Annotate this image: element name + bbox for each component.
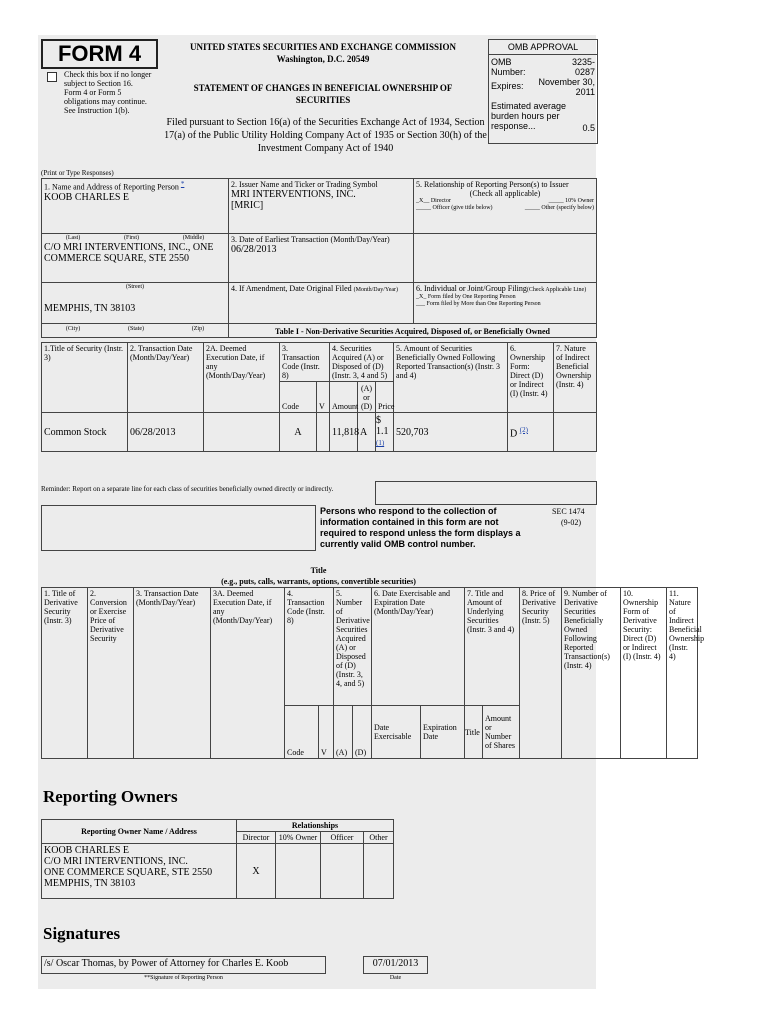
issuer-cell [229, 179, 414, 234]
t1-h2a: 2A. Deemed Execution Date, if any (Month/Day/Year) [204, 343, 280, 413]
t2-date-ex: Date Exercisable [372, 706, 421, 759]
amendment-sub: (Month/Day/Year) [353, 287, 399, 293]
reporting-person-cell [42, 179, 229, 234]
t1-h7: 7. Nature of Indirect Beneficial Ownership (Instr. 4) [554, 343, 597, 413]
omb-expires-value: November 30, 2011 [538, 77, 595, 97]
t2-h6: 6. Date Exercisable and Expiration Date (Month/Day/Year) [372, 588, 465, 706]
t1-row-date: 06/28/2013 [128, 413, 204, 452]
owners-row-addr3: MEMPHIS, TN 38103 [44, 878, 136, 889]
table1-title: Table I - Non-Derivative Securities Acquired, Disposed of, or Beneficially Owned [229, 324, 597, 338]
t2-h2: 2. Conversion or Exercise Price of Derivative Security [88, 588, 134, 759]
owners-row-other [364, 844, 394, 899]
zip-label: (Zip) [191, 326, 205, 332]
t2-a: (A) [334, 706, 353, 759]
signer-name: /s/ Oscar Thomas, by Power of Attorney for Charles E. Koob [42, 957, 326, 974]
sec-code: SEC 1474 [552, 507, 585, 516]
t2-h5: 5. Number of Derivative Securities Acquired (A) or Disposed of (D) (Instr. 3, 4, and 5) [334, 588, 372, 706]
reporting-address-cell [42, 234, 229, 283]
middle-label: (Middle) [182, 235, 205, 241]
persons-notice: Persons who respond to the collection of information contained in this form are not required to respond unless the form displays a currently valid OMB control number. [320, 506, 521, 549]
owners-row-name: KOOB CHARLES E [44, 845, 130, 856]
omb-title: OMB APPROVAL [489, 40, 597, 55]
t2-h10: 10. Ownership Form of Derivative Security: Direct (D) or Indirect (I) (Instr. 4) [621, 588, 667, 759]
t2-h9: 9. Number of Derivative Securities Beneficially Owned Following Reported Transaction(s) (Instr. 4) [562, 588, 621, 759]
reminder-text: Reminder: Report on a separate line for each class of securities beneficially owned directly or indirectly. [41, 485, 334, 493]
reminder-box [375, 481, 597, 505]
form-title: FORM 4 [41, 39, 158, 69]
reporting-person-footnote-link[interactable]: * [180, 180, 185, 188]
date-label: Date [364, 974, 428, 984]
signature-date: 07/01/2013 [364, 957, 428, 974]
table-row [42, 844, 394, 899]
t1-code: Code [280, 382, 317, 413]
owners-row-officer [321, 844, 364, 899]
t1-row-title: Common Stock [42, 413, 128, 452]
earliest-date-label: 3. Date of Earliest Transaction (Month/Day/Year) [231, 235, 390, 244]
t2-d: (D) [353, 706, 372, 759]
t2-h11: 11. Nature of Indirect Beneficial Ownership (Instr. 4) [667, 588, 698, 759]
t1-row-price: $ 1.1 [376, 415, 389, 437]
sig-spacer-2 [326, 974, 364, 984]
no-longer-subject-checkbox[interactable] [47, 72, 57, 82]
omb-number-row [489, 55, 597, 75]
issuer-ticker: [MRIC] [231, 200, 264, 211]
t1-row-deemed [204, 413, 280, 452]
relationship-label: 5. Relationship of Reporting Person(s) to Issuer [416, 180, 569, 189]
owners-officer: Officer [321, 832, 364, 844]
t1-row-owned: 520,703 [394, 413, 508, 452]
filing-sub: (Check Applicable Line) [526, 287, 587, 293]
t1-h1: 1.Title of Security (Instr. 3) [42, 343, 128, 413]
filing-cell [414, 283, 597, 324]
left-notice-box [41, 505, 316, 551]
first-label: (First) [124, 235, 139, 241]
t2-code: Code [285, 706, 319, 759]
omb-burden-row [489, 99, 597, 133]
signature-label: **Signature of Reporting Person [42, 974, 326, 984]
reporting-person-name: KOOB CHARLES E [44, 191, 130, 203]
t2-title: Title [465, 706, 483, 759]
amendment-cell [229, 283, 414, 324]
print-type-note: (Print or Type Responses) [41, 169, 114, 177]
issuer-label: 2. Issuer Name and Ticker or Trading Symbol [231, 180, 378, 189]
table2-title: Title [310, 566, 327, 575]
omb-burden-label: Estimated average burden hours per response... [491, 101, 567, 131]
relationship-officer: _____ Officer (give title below) [416, 205, 493, 211]
earliest-date-value: 06/28/2013 [231, 244, 277, 255]
reporting-info-grid [41, 178, 597, 338]
table-2 [41, 587, 705, 759]
relationship-10-owner: _____ 10% Owner [548, 198, 594, 204]
t1-h3: 3. Transaction Code (Instr. 8) [280, 343, 330, 382]
t1-form-footnote-link[interactable]: (2) [519, 425, 528, 434]
table-1 [41, 342, 597, 452]
t2-h8: 8. Price of Derivative Security (Instr. 5) [520, 588, 562, 759]
t2-v: V [319, 706, 334, 759]
t2-amount-shares: Amount or Number of Shares [483, 706, 520, 759]
t2-h3a: 3A. Deemed Execution Date, if any (Month/Day/Year) [211, 588, 285, 759]
t2-h4: 4. Transaction Code (Instr. 8) [285, 588, 334, 706]
t2-h1: 1. Title of Derivative Security (Instr. 3) [42, 588, 88, 759]
t1-row-price-cell [376, 413, 394, 452]
street-label: (Street) [126, 284, 144, 290]
t1-aord: (A) or (D) [358, 382, 376, 413]
owners-other: Other [364, 832, 394, 844]
reporting-owners-table [41, 819, 394, 899]
agency-address: Washington, D.C. 20549 [276, 54, 370, 64]
owners-relationships: Relationships [237, 820, 394, 832]
t1-h5: 5. Amount of Securities Beneficially Owned Following Reported Transaction(s) (Instr. 3 and 4) [394, 343, 508, 413]
owners-director: Director [237, 832, 276, 844]
city-state-zip-cell [42, 324, 229, 338]
t2-exp: Expiration Date [421, 706, 465, 759]
filing-one: _X_ Form filed by One Reporting Person [416, 294, 516, 300]
owners-row-director: X [237, 844, 276, 899]
owners-row-addr1: C/O MRI INTERVENTIONS, INC. [44, 856, 188, 867]
omb-approval-box [488, 39, 598, 144]
filing-label: 6. Individual or Joint/Group Filing [416, 284, 527, 293]
omb-number-label: OMB Number: [491, 57, 526, 77]
owners-10-owner: 10% Owner [276, 832, 321, 844]
relationship-cell [414, 179, 597, 234]
t1-v: V [317, 382, 330, 413]
reporting-address: C/O MRI INTERVENTIONS, INC., ONE COMMERCE SQUARE, STE 2550 [44, 242, 214, 264]
sig-spacer [326, 957, 364, 974]
state-label: (State) [127, 326, 144, 332]
omb-expires-label: Expires: [491, 81, 524, 91]
empty-cell [414, 234, 597, 283]
table2-subtitle: (e.g., puts, calls, warrants, options, convertible securities) [221, 577, 416, 586]
agency-name: UNITED STATES SECURITIES AND EXCHANGE COMMISSION [190, 42, 456, 52]
signatures-heading: Signatures [43, 924, 121, 943]
amendment-label: 4. If Amendment, Date Original Filed [231, 284, 352, 293]
form-page [38, 35, 705, 989]
owners-col-name: Reporting Owner Name / Address [42, 820, 237, 844]
owners-row-addr2: ONE COMMERCE SQUARE, STE 2550 [44, 867, 213, 878]
owners-row-name-cell [42, 844, 237, 899]
t1-row-form: D [510, 428, 518, 440]
t1-h6: 6. Ownership Form: Direct (D) or Indirect (I) (Instr. 4) [508, 343, 554, 413]
t1-price-footnote-link[interactable]: (1) [376, 439, 385, 447]
omb-expires-row [489, 75, 597, 99]
omb-number-value: 3235-0287 [571, 57, 595, 77]
relationship-other: _____ Other (specify below) [524, 205, 594, 211]
city-cell [42, 283, 229, 324]
city-label: (City) [65, 326, 81, 332]
reporting-person-label: 1. Name and Address of Reporting Person [44, 182, 179, 192]
t1-row-v [317, 413, 330, 452]
relationship-check: (Check all applicable) [469, 189, 541, 198]
t1-row-nature [554, 413, 597, 452]
filing-more: ___ Form filed by More than One Reporting Person [416, 301, 541, 307]
city-state: MEMPHIS, TN 38103 [44, 303, 136, 314]
t1-amount: Amount [330, 382, 358, 413]
table-row [42, 413, 597, 452]
signatures-table [41, 956, 428, 983]
last-label: (Last) [65, 235, 81, 241]
t2-h7: 7. Title and Amount of Underlying Securities (Instr. 3 and 4) [465, 588, 520, 706]
t1-h4: 4. Securities Acquired (A) or Disposed of (D) (Instr. 3, 4 and 5) [330, 343, 394, 382]
sec-date: (9-02) [561, 518, 581, 527]
t1-h2: 2. Transaction Date (Month/Day/Year) [128, 343, 204, 413]
statement-title-2: SECURITIES [295, 95, 351, 105]
t1-price: Price [376, 382, 394, 413]
earliest-date-cell [229, 234, 414, 283]
statement-title: STATEMENT OF CHANGES IN BENEFICIAL OWNERSHIP OF [193, 83, 453, 93]
t1-row-aord: A [358, 413, 376, 452]
omb-burden-value: 0.5 [582, 123, 595, 133]
owners-row-10-owner [276, 844, 321, 899]
issuer-name: MRI INTERVENTIONS, INC. [231, 189, 356, 200]
t2-h3: 3. Transaction Date (Month/Day/Year) [134, 588, 211, 759]
t1-row-code: A [280, 413, 317, 452]
t1-row-amount: 11,818 [330, 413, 358, 452]
checkbox-label: Check this box if no longer subject to Section 16. Form 4 or Form 5 obligations may continue. See Instruction 1(b). [64, 70, 152, 115]
reporting-owners-heading: Reporting Owners [43, 787, 178, 806]
t1-row-form-cell [508, 413, 554, 452]
relationship-director: _X__ Director [416, 198, 451, 204]
filed-pursuant: Filed pursuant to Section 16(a) of the Securities Exchange Act of 1934, Section 17(a) of the Public Utility Holding Company Act of 1935 or Section 30(h) of the Investment Company Act of 1940 [164, 117, 487, 154]
